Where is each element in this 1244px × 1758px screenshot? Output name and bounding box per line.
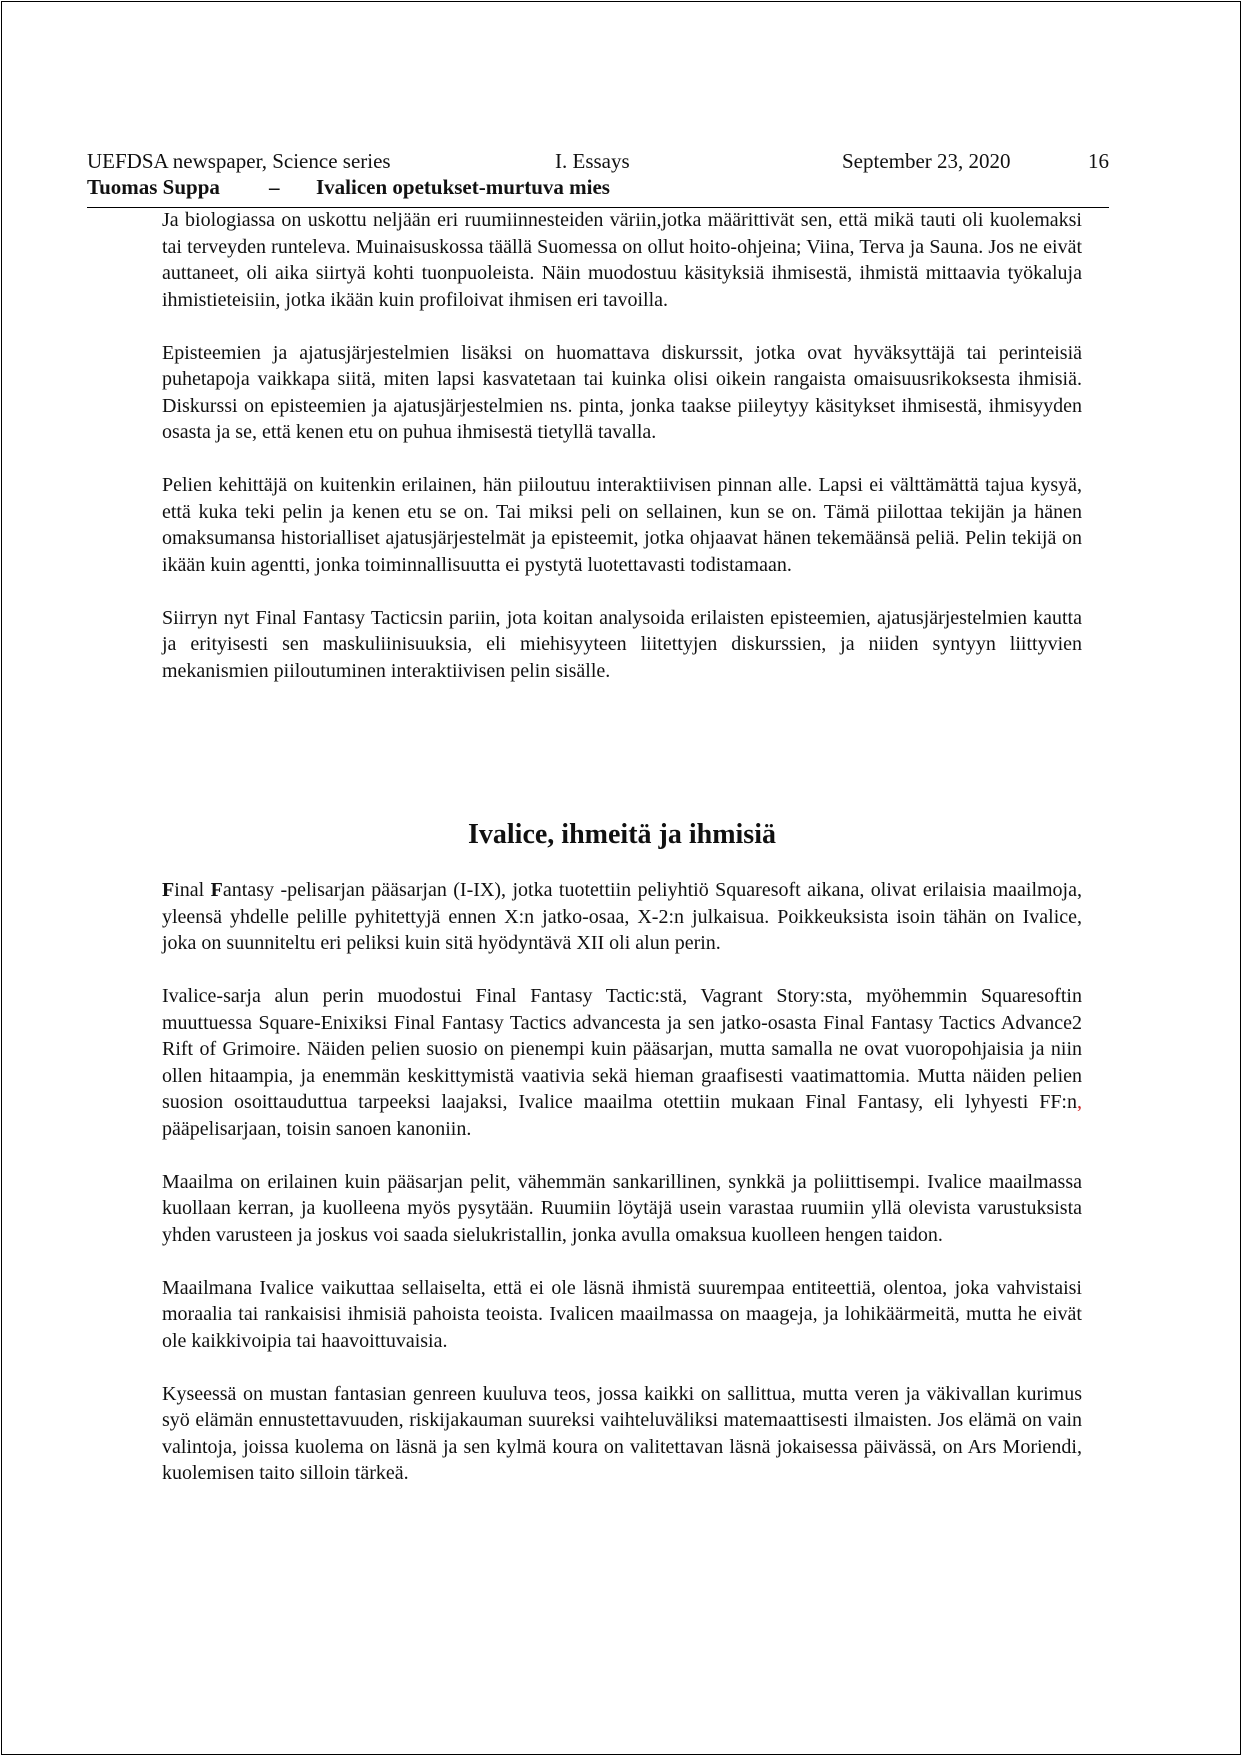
issue-date: September 23, 2020 xyxy=(842,149,1011,173)
article-title: Ivalicen opetukset-murtuva mies xyxy=(316,175,610,199)
paragraph xyxy=(162,983,1082,1142)
text-run: pääpelisarjaan, toisin sanoen kanoniin. xyxy=(162,1117,472,1140)
bold-initial: F xyxy=(162,879,175,901)
section-heading: Ivalice, ihmeitä ja ihmisiä xyxy=(468,819,776,850)
page-number: 16 xyxy=(1088,149,1109,173)
header-dash: – xyxy=(269,175,280,199)
section-label: I. Essays xyxy=(555,149,630,173)
article-body-part-1 xyxy=(162,207,1082,711)
bold-initial: F xyxy=(210,879,223,901)
paragraph: Siirryn nyt Final Fantasy Tacticsin pariin, jota koitan analysoida erilaisten episteemien, ajatusjärjestelmien kautta ja erityisesti sen maskuliinisuuksia, eli miehisyyteen liitettyjen diskurssien, ja niiden syntyyn liittyvien mekanismien piiloutuminen interaktiivisen pelin sisälle. xyxy=(162,606,1082,682)
text-run: Ivalice-sarja alun perin muodostui Final Fantasy Tactic:stä, Vagrant Story:sta, myöhemmin Squaresoftin muuttuessa Square-Enixiksi Final Fantasy Tactics advancesta ja sen jatko-osasta Final Fantasy Tactics Advance2 Rift of Grimoire. Näiden pelien suosio on pienempi kuin pääsarjan, mutta samalla ne ovat vuoropohjaisia ja niin ollen hitaampia, ja enemmän keskittymistä vaativia sekä hieman graafisesti vaatimattomia. Mutta näiden pelien suosion osoittauduttua tarpeeksi laajaksi, Ivalice maailma otettiin mukaan Final Fantasy, eli lyhyesti FF:n xyxy=(162,985,1082,1113)
running-header xyxy=(87,148,1109,200)
paragraph: Kyseessä on mustan fantasian genreen kuuluva teos, jossa kaikki on sallittua, mutta veren ja väkivallan kurimus syö elämän ennustettavuuden, riskijakauman suureksi vaihteluväliksi matemaattisesti ilmaisten. Jos elämä on vain valintoja, joissa kuolema on läsnä ja sen kylmä koura on valitettavan läsnä jokaisessa päivässä, on Ars Moriendi, kuolemisen taito silloin tärkeä. xyxy=(162,1382,1082,1484)
header-row-bottom xyxy=(87,174,1109,200)
article-body-part-2 xyxy=(162,877,1082,1513)
paragraph: Pelien kehittäjä on kuitenkin erilainen, hän piiloutuu interaktiivisen pinnan alle. Lapsi ei välttämättä tajua kysyä, että kuka teki pelin ja kenen etu se on. Tai miksi peli on sellainen, kun se on. Tämä piilottaa tekijän ja hänen omaksumansa historialliset ajatusjärjestelmät ja episteemit, jotka ohjaavat hänen tekemäänsä peliä. Pelin tekijä on ikään kuin agentti, jonka toiminnallisuutta ei pystytä luotettavasti todistamaan. xyxy=(162,474,1082,576)
text-run: antasy -pelisarjan pääsarjan (I-IX), jotka tuotettiin peliyhtiö Squaresoft aikana, olivat erilaisia maailmoja, yleensä yhdelle pelille pyhitettyjä ennen X:n jatko-osaa, X-2:n julkaisua. Poikkeuksista isoin tähän on Ivalice, joka on suunniteltu eri peliksi kuin sitä hyödyntävä XII oli alun perin. xyxy=(162,879,1082,954)
author-name: Tuomas Suppa xyxy=(87,175,220,199)
paragraph: Episteemien ja ajatusjärjestelmien lisäksi on huomattava diskurssit, jotka ovat hyväksyttäjä tai perinteisiä puhetapoja vaikkapa siitä, miten lapsi kasvatetaan tai kuinka olisi oikein rangaista omaisuusrikoksesta ihmisiä. Diskurssi on episteemien ja ajatusjärjestelmien ns. pinta, jonka taakse piileytyy käsitykset ihmisestä, ihmisyyden osasta ja se, että kenen etu on puhua ihmisestä tietyllä tavalla. xyxy=(162,341,1082,443)
paragraph: Ja biologiassa on uskottu neljään eri ruumiinnesteiden väriin,jotka määrittivät sen, että mikä tauti oli kuolemaksi tai terveyden runteleva. Muinaisuskossa täällä Suomessa on ollut hoito-ohjeina; Viina, Terva ja Sauna. Jos ne eivät auttaneet, oli aika siirtyä kohti tuonpuoleista. Näin muodostuu käsityksiä ihmisestä, ihmistä mittaavia työkaluja ihmistieteisiin, jotka ikään kuin profiloivat ihmisen eri tavoilla. xyxy=(162,209,1082,311)
paragraph: Maailmana Ivalice vaikuttaa sellaiselta, että ei ole läsnä ihmistä suurempaa entiteettiä, olentoa, joka vahvistaisi moraalia tai rankaisisi ihmisiä pahoista teoista. Ivalicen maailmassa on maageja, ja lohikäärmeitä, mutta he eivät ole kaikkivoipia tai haavoittuvaisia. xyxy=(162,1276,1082,1352)
header-row-top xyxy=(87,148,1109,174)
newspaper-name: UEFDSA newspaper, Science series xyxy=(87,149,391,173)
paragraph: Maailma on erilainen kuin pääsarjan pelit, vähemmän sankarillinen, synkkä ja poliittisempi. Ivalice maailmassa kuollaan kerran, ja kuolleena myös pysytään. Ruumiin löytäjä usein varastaa ruumiin yllä olevista varustuksista yhden varusteen ja joskus voi saada sielukristallin, jonka avulla omaksua kuolleen hengen taidon. xyxy=(162,1170,1082,1246)
paragraph xyxy=(162,877,1082,957)
text-run: inal xyxy=(174,879,211,901)
red-comma: , xyxy=(1077,1091,1082,1113)
